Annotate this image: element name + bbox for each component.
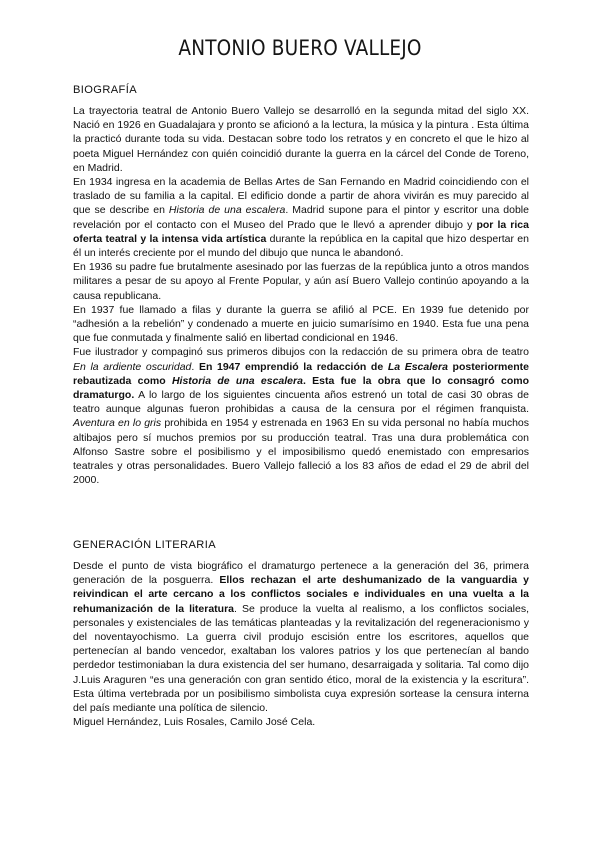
biography-paragraph-1 xyxy=(73,104,529,175)
bold-highlight: Ellos rechazan el arte deshumanizado de la vanguardia y reivindican el arte cercano a los conflictos sociales e individuales en una vuelta a la rehumanización de la literatura xyxy=(73,574,529,615)
biography-paragraph-5 xyxy=(73,345,529,487)
biography-section xyxy=(73,104,529,487)
text-run: La trayectoria teatral de Antonio Buero Vallejo se desarrolló en la segunda mitad del siglo XX. Nació en 1926 en Guadalajara y pronto se aficionó a la lectura, la música y la pintura . Esta última la practicó durante toda su vida. Destacan sobre todo los retratos y en concreto el que le hizo al poeta Miguel Hernández con quién coincidió durante la guerra en la cárcel del Conde de Toreno, en Madrid. xyxy=(73,105,529,174)
italic-title-historia-escalera: Historia de una escalera xyxy=(168,204,286,217)
bold-italic-title-la-escalera: La Escalera xyxy=(387,360,448,373)
italic-title-aventura-en-lo-gris: Aventura en lo gris xyxy=(73,417,162,430)
generation-heading: GENERACIÓN LITERARIA xyxy=(73,539,216,551)
bold-italic-title-historia-escalera: Historia de una escalera xyxy=(171,374,303,387)
text-run: prohibida en 1954 y estrenada en 1963 En su vida personal no había muchos altibajos pero sí muchos premios por su producción teatral. Tras una dura problemática con Alfonso Sastre sobre el posibilismo y el imposibilismo quedó enemistado con empresarios teatrales y otras personalidades. Buero Vallejo falleció a los 83 años de edad el 29 de abril del 2000. xyxy=(73,417,530,487)
document-title: ANTONIO BUERO VALLEJO xyxy=(178,36,422,61)
biography-heading: BIOGRAFÍA xyxy=(73,84,138,96)
text-run: En 1934 ingresa en la academia de Bellas Artes de San Fernando en Madrid coincidiendo con el traslado de su familia a la capital. El edificio donde a partir de ahora vivirán es muy parecido al que se describe en xyxy=(73,176,529,217)
bold-highlight: posteriormente rebautizada como xyxy=(73,360,529,387)
text-run: A lo largo de los siguientes cincuenta años estrenó un total de casi 30 obras de teatro aunque algunas fueron prohibidas a causa de la censura por el régimen franquista. xyxy=(73,389,529,416)
generation-paragraph-1 xyxy=(73,559,529,715)
generation-authors xyxy=(73,715,529,729)
biography-paragraph-3 xyxy=(73,260,529,303)
text-run: Fue ilustrador y compaginó sus primeros dibujos con la redacción de su primera obra de teatro xyxy=(73,346,529,359)
text-run: En 1936 su padre fue brutalmente asesinado por las fuerzas de la república junto a otros mandos militares a pesar de su apoyo al Frente Popular, y aún así Buero Vallejo continúo apoyando a la causa republicana. xyxy=(73,261,529,302)
bold-highlight: . Esta fue la obra que lo consagró como dramaturgo. xyxy=(73,374,529,402)
bold-highlight: En 1947 emprendió la redacción de xyxy=(198,360,388,373)
italic-title-ardiente-oscuridad: En la ardiente oscuridad xyxy=(73,360,192,373)
text-run: durante la república en la capital que hizo despertar en él un interés creciente por el mundo del dibujo que nunca le abandonó. xyxy=(73,232,529,260)
text-run: . xyxy=(191,360,199,373)
text-run: Desde el punto de vista biográfico el dramaturgo pertenece a la generación del 36, primera generación de la posguerra. xyxy=(73,560,529,587)
generation-section xyxy=(73,559,529,729)
text-run: . Se produce la vuelta al realismo, a los conflictos sociales, personales y existenciales de las temáticas planteadas y la revitalización del regeneracionismo y del noventayochismo. La guerra civil produjo escisión entre los escritores, aquellos que pertenecían al bando vencedor, exaltaban los valores patrios y los que pertenecían al bando perdedor testimoniaban la dura existencia del ser humano, desarraigada y solitaria. Tal como dijo J.Luis Araguren “es una generación con gran sentido ético, moral de la existencia y la escritura”. Esta última vertebrada por un posibilismo simbolista cuya expresión sortease la censura interna del país mediante una política de silencio. xyxy=(73,602,529,715)
text-run: En 1937 fue llamado a filas y durante la guerra se afilió al PCE. En 1939 fue detenido por “adhesión a la rebelión” y condenado a muerte en juicio sumarísimo en 1940. Esta fue una pena que fue conmutada y finalmente salió en libertad condicional en 1946. xyxy=(73,303,529,345)
text-run: . Madrid supone para el pintor y escritor una doble revelación por el contacto con el Museo del Prado que le llevó a aprender dibujo y xyxy=(73,204,529,231)
text-run: Miguel Hernández, Luis Rosales, Camilo José Cela. xyxy=(73,716,316,729)
bold-highlight: por la rica oferta teatral y la intensa vida artística xyxy=(73,218,529,245)
biography-paragraph-2 xyxy=(73,175,529,260)
biography-paragraph-4 xyxy=(73,303,529,346)
